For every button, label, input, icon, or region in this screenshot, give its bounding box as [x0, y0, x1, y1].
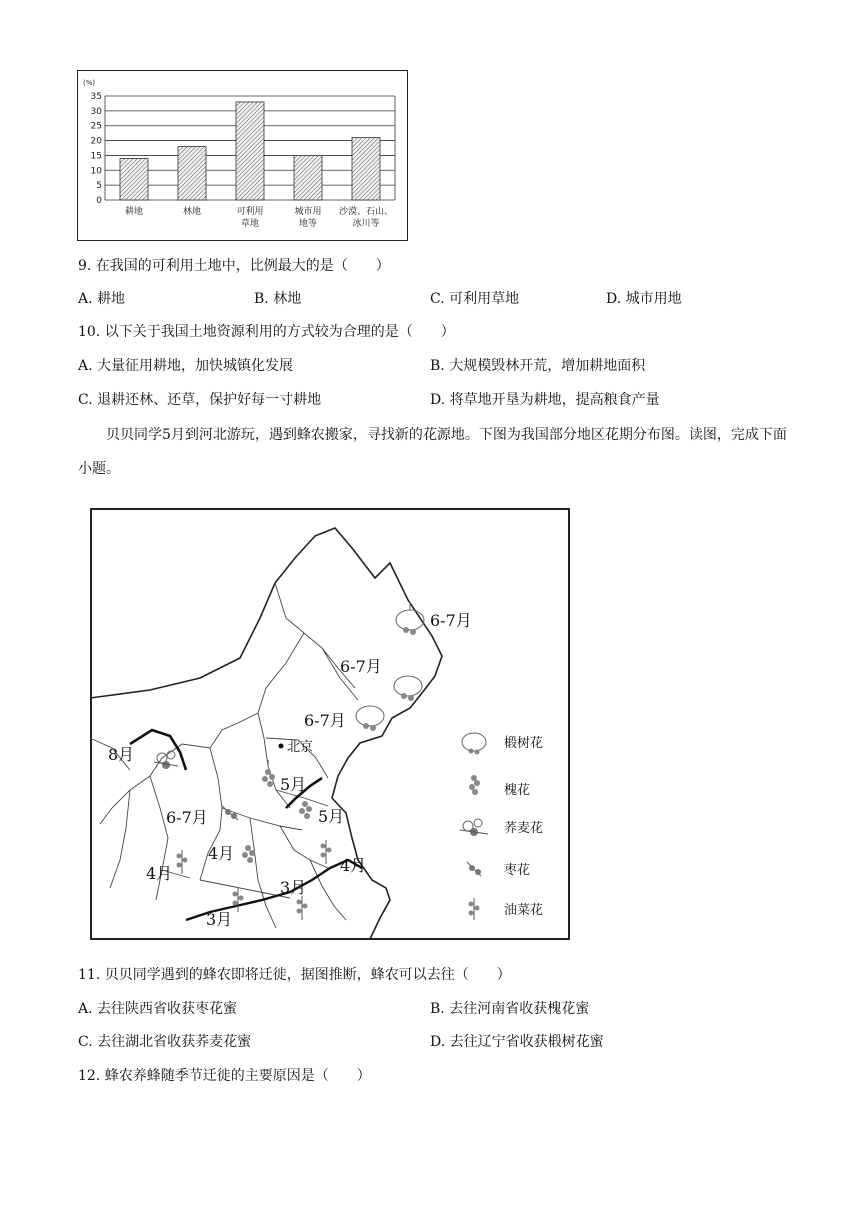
q9-option-a[interactable]: A. 耕地: [78, 291, 126, 307]
q11-option-b[interactable]: B. 去往河南省收获槐花蜜: [430, 1001, 590, 1017]
q10-option-a[interactable]: A. 大量征用耕地，加快城镇化发展: [78, 358, 294, 374]
legend-label-buckwheat: 荞麦花: [504, 821, 544, 836]
q10-option-d[interactable]: D. 将草地开垦为耕地，提高粮食产量: [430, 392, 660, 408]
legend-label-locust: 槐花: [504, 783, 531, 798]
bar: [352, 138, 380, 200]
x-category-label: 林地: [182, 207, 202, 217]
q11-option-c[interactable]: C. 去往湖北省收获荞麦花蜜: [78, 1034, 252, 1050]
x-category-label: 城市用: [294, 207, 322, 217]
question-9: 9. 在我国的可利用土地中，比例最大的是（ ）: [78, 258, 390, 274]
legend-label-rapeseed: 油菜花: [504, 903, 544, 918]
y-tick-label: 10: [90, 166, 102, 177]
month-label: 6-7月: [340, 657, 382, 676]
land-use-bar-chart: [77, 70, 408, 241]
q9-option-b[interactable]: B. 林地: [254, 291, 302, 307]
passage: [78, 418, 790, 486]
q10-option-b[interactable]: B. 大规模毁林开荒，增加耕地面积: [430, 358, 646, 374]
legend-label-jujube: 枣花: [504, 863, 531, 878]
flowering-period-map: [90, 508, 570, 940]
y-tick-label: 25: [90, 121, 102, 132]
x-category-label: 草地: [240, 219, 260, 229]
month-label: 3月: [206, 910, 233, 929]
y-tick-label: 35: [90, 92, 102, 102]
chart-unit-label: (%): [83, 79, 96, 87]
month-label: 4月: [340, 856, 367, 875]
month-label: 5月: [318, 807, 345, 826]
bar: [178, 147, 206, 200]
legend-label-linden: 椴树花: [504, 736, 544, 751]
y-tick-label: 20: [90, 136, 102, 147]
month-label: 3月: [280, 878, 307, 897]
q11-option-a[interactable]: A. 去往陕西省收获枣花蜜: [78, 1001, 238, 1017]
bar: [236, 102, 264, 200]
x-category-label: 沙漠、石山、: [338, 207, 394, 217]
month-label: 6-7月: [166, 808, 208, 827]
month-label: 6-7月: [304, 711, 346, 730]
chart-y-ticks: [91, 92, 103, 206]
q10-option-c[interactable]: C. 退耕还林、还草，保护好每一寸耕地: [78, 392, 322, 408]
month-label: 6-7月: [430, 611, 472, 630]
x-category-label: 冰川等: [352, 219, 380, 229]
x-category-label: 可利用: [236, 207, 264, 217]
month-label: 8月: [108, 745, 135, 764]
question-11: 11. 贝贝同学遇到的蜂农即将迁徙，据图推断，蜂农可以去往（ ）: [78, 967, 511, 983]
chart-x-labels: [125, 205, 393, 229]
y-tick-label: 15: [90, 151, 102, 162]
q11-option-d[interactable]: D. 去往辽宁省收获椴树花蜜: [430, 1034, 604, 1050]
question-10: 10. 以下关于我国土地资源利用的方式较为合理的是（ ）: [78, 324, 455, 340]
q9-option-d[interactable]: D. 城市用地: [606, 291, 682, 307]
y-tick-label: 5: [96, 181, 102, 192]
y-tick-label: 30: [90, 106, 102, 117]
month-label: 4月: [146, 864, 173, 883]
bar: [120, 158, 148, 200]
city-label-beijing: 北京: [287, 740, 314, 755]
q9-option-c[interactable]: C. 可利用草地: [430, 291, 520, 307]
x-category-label: 耕地: [124, 207, 144, 217]
y-tick-label: 0: [96, 196, 102, 206]
x-category-label: 地等: [298, 219, 318, 229]
beijing-marker: [279, 744, 284, 749]
bar: [294, 155, 322, 200]
month-label: 4月: [208, 844, 235, 863]
month-label: 5月: [280, 775, 307, 794]
passage-text: 贝贝同学5月到河北游玩，遇到蜂农搬家，寻找新的花源地。下图为我国部分地区花期分布图。读图，完成下面小题。: [78, 427, 787, 477]
question-12: 12. 蜂农养蜂随季节迁徙的主要原因是（ ）: [78, 1068, 371, 1084]
